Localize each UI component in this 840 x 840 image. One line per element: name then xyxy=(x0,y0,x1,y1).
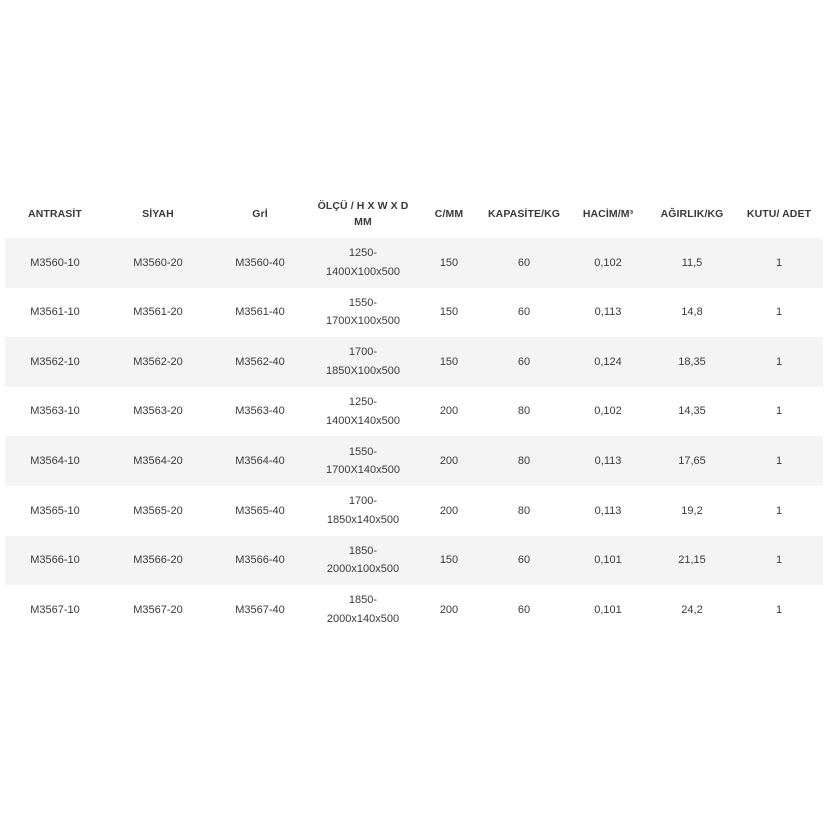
cell-cmm: 200 xyxy=(417,387,481,437)
cell-siyah: M3563-20 xyxy=(105,387,211,437)
cell-olcu-line2: 1400X140x500 xyxy=(325,414,400,427)
product-spec-table xyxy=(5,189,823,635)
cell-cmm: 150 xyxy=(417,337,481,387)
column-header-antrasit: ANTRASİT xyxy=(28,207,82,220)
column-header-olcu xyxy=(309,189,417,238)
cell-kapasite: 60 xyxy=(481,585,567,635)
cell-olcu-line1: 1250- xyxy=(348,247,378,260)
cell-olcu-line2: 1400X100x500 xyxy=(325,265,400,278)
cell-agirlik: 21,15 xyxy=(649,536,735,586)
column-header-cmm: C/MM xyxy=(434,207,464,220)
cell-antrasit: M3564-10 xyxy=(5,436,105,486)
cell-kapasite: 80 xyxy=(481,436,567,486)
cell-agirlik: 11,5 xyxy=(649,238,735,288)
cell-cmm: 200 xyxy=(417,585,481,635)
column-header-gri: Grİ xyxy=(252,207,268,220)
cell-olcu xyxy=(309,585,417,635)
cell-cmm: 150 xyxy=(417,238,481,288)
cell-olcu xyxy=(309,486,417,536)
cell-olcu-line1: 1700- xyxy=(348,346,378,359)
cell-kutu: 1 xyxy=(735,387,823,437)
table-row xyxy=(5,337,823,387)
cell-olcu-line2: 1850X100x500 xyxy=(325,364,400,377)
cell-olcu-line2: 1850x140x500 xyxy=(326,513,400,526)
cell-siyah: M3565-20 xyxy=(105,486,211,536)
cell-agirlik: 14,35 xyxy=(649,387,735,437)
cell-antrasit: M3565-10 xyxy=(5,486,105,536)
cell-agirlik: 14,8 xyxy=(649,288,735,338)
cell-kutu: 1 xyxy=(735,238,823,288)
cell-siyah: M3560-20 xyxy=(105,238,211,288)
cell-cmm: 150 xyxy=(417,288,481,338)
cell-gri: M3566-40 xyxy=(211,536,309,586)
header-row xyxy=(5,189,823,238)
table-row xyxy=(5,536,823,586)
cell-cmm: 200 xyxy=(417,436,481,486)
cell-gri: M3565-40 xyxy=(211,486,309,536)
cell-olcu xyxy=(309,536,417,586)
cell-siyah: M3562-20 xyxy=(105,337,211,387)
cell-kutu: 1 xyxy=(735,585,823,635)
cell-cmm: 200 xyxy=(417,486,481,536)
column-header-siyah: SİYAH xyxy=(142,207,174,220)
cell-kutu: 1 xyxy=(735,436,823,486)
cell-kapasite: 60 xyxy=(481,337,567,387)
cell-olcu xyxy=(309,238,417,288)
table-row xyxy=(5,238,823,288)
cell-siyah: M3567-20 xyxy=(105,585,211,635)
cell-gri: M3560-40 xyxy=(211,238,309,288)
column-header-kapasite: KAPASİTE/KG xyxy=(487,207,561,220)
cell-kutu: 1 xyxy=(735,288,823,338)
table-row xyxy=(5,436,823,486)
cell-kapasite: 60 xyxy=(481,536,567,586)
table-row xyxy=(5,585,823,635)
cell-gri: M3562-40 xyxy=(211,337,309,387)
cell-agirlik: 24,2 xyxy=(649,585,735,635)
cell-olcu-line1: 1850- xyxy=(348,544,378,557)
column-header-olcu-line2: MM xyxy=(354,215,372,228)
cell-hacim: 0,113 xyxy=(567,486,649,536)
cell-antrasit: M3567-10 xyxy=(5,585,105,635)
cell-hacim: 0,102 xyxy=(567,238,649,288)
cell-siyah: M3566-20 xyxy=(105,536,211,586)
column-header-agirlik: AĞIRLIK/KG xyxy=(660,207,724,220)
cell-olcu xyxy=(309,288,417,338)
cell-hacim: 0,101 xyxy=(567,536,649,586)
cell-kapasite: 80 xyxy=(481,387,567,437)
cell-hacim: 0,124 xyxy=(567,337,649,387)
cell-antrasit: M3561-10 xyxy=(5,288,105,338)
cell-olcu-line1: 1700- xyxy=(348,495,378,508)
table-header xyxy=(5,189,823,238)
cell-kapasite: 80 xyxy=(481,486,567,536)
cell-kapasite: 60 xyxy=(481,238,567,288)
cell-olcu-line1: 1550- xyxy=(348,296,378,309)
cell-hacim: 0,101 xyxy=(567,585,649,635)
cell-olcu-line2: 1700X140x500 xyxy=(325,464,400,477)
cell-kapasite: 60 xyxy=(481,288,567,338)
cell-kutu: 1 xyxy=(735,337,823,387)
cell-gri: M3561-40 xyxy=(211,288,309,338)
cell-gri: M3564-40 xyxy=(211,436,309,486)
cell-antrasit: M3560-10 xyxy=(5,238,105,288)
table-body xyxy=(5,238,823,635)
cell-kutu: 1 xyxy=(735,536,823,586)
cell-antrasit: M3563-10 xyxy=(5,387,105,437)
table-row xyxy=(5,288,823,338)
cell-olcu-line1: 1550- xyxy=(348,445,378,458)
table-row xyxy=(5,387,823,437)
cell-agirlik: 18,35 xyxy=(649,337,735,387)
cell-olcu-line2: 2000x140x500 xyxy=(326,612,400,625)
cell-olcu-line2: 1700X100x500 xyxy=(325,315,400,328)
column-header-kutu: KUTU/ ADET xyxy=(746,207,812,220)
cell-hacim: 0,113 xyxy=(567,288,649,338)
cell-agirlik: 19,2 xyxy=(649,486,735,536)
cell-cmm: 150 xyxy=(417,536,481,586)
cell-hacim: 0,113 xyxy=(567,436,649,486)
cell-olcu xyxy=(309,387,417,437)
cell-siyah: M3561-20 xyxy=(105,288,211,338)
cell-hacim: 0,102 xyxy=(567,387,649,437)
cell-antrasit: M3566-10 xyxy=(5,536,105,586)
cell-olcu xyxy=(309,436,417,486)
cell-gri: M3567-40 xyxy=(211,585,309,635)
cell-kutu: 1 xyxy=(735,486,823,536)
cell-olcu-line2: 2000x100x500 xyxy=(326,563,400,576)
cell-agirlik: 17,65 xyxy=(649,436,735,486)
cell-olcu xyxy=(309,337,417,387)
table-row xyxy=(5,486,823,536)
cell-antrasit: M3562-10 xyxy=(5,337,105,387)
column-header-olcu-line1: ÖLÇÜ / H X W X D xyxy=(317,199,409,212)
cell-olcu-line1: 1250- xyxy=(348,396,378,409)
cell-gri: M3563-40 xyxy=(211,387,309,437)
cell-siyah: M3564-20 xyxy=(105,436,211,486)
column-header-hacim: HACİM/M³ xyxy=(582,207,634,220)
cell-olcu-line1: 1850- xyxy=(348,594,378,607)
